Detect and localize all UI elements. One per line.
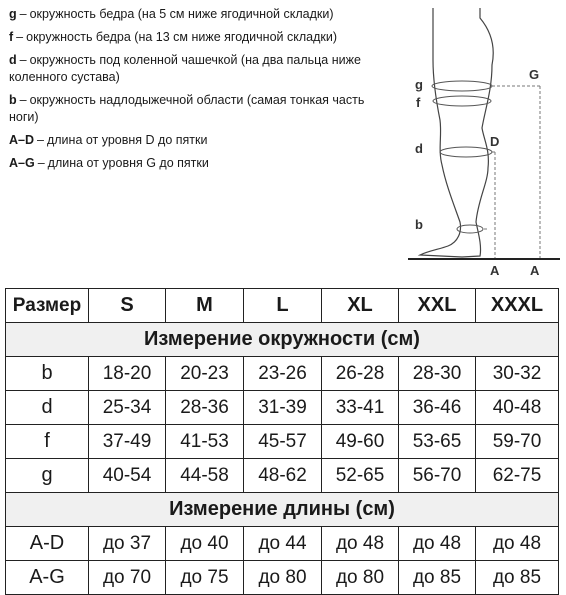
- table-cell: 37-49: [89, 425, 166, 459]
- table-cell: 49-60: [322, 425, 399, 459]
- table-cell: 26-28: [322, 357, 399, 391]
- table-cell: до 70: [89, 561, 166, 595]
- legend-text: окружность надлодыжечной области (самая тонкая часть ноги): [9, 93, 365, 124]
- legend-item-a-g: A–G – длина от уровня G до пятки: [9, 156, 209, 170]
- size-chart-table: [5, 288, 559, 595]
- table-row: [6, 357, 559, 391]
- table-cell: 59-70: [476, 425, 559, 459]
- legend-item-d: d – окружность под коленной чашечкой (на два пальца ниже коленного сустава): [9, 53, 361, 84]
- row-label: b: [6, 357, 89, 391]
- table-row: [6, 391, 559, 425]
- legend-text: длина от уровня G до пятки: [47, 156, 209, 170]
- legend-text: окружность под коленной чашечкой (на два пальца ниже коленного сустава): [9, 53, 361, 84]
- leg-outline: [420, 8, 493, 257]
- header-size: XXXL: [476, 289, 559, 323]
- table-cell: 20-23: [166, 357, 244, 391]
- table-cell: 62-75: [476, 459, 559, 493]
- figure-labels: [415, 67, 540, 278]
- table-cell: до 85: [399, 561, 476, 595]
- table-row: [6, 459, 559, 493]
- length-section-row: [6, 493, 559, 527]
- legend-text: длина от уровня D до пятки: [46, 133, 208, 147]
- table-cell: до 75: [166, 561, 244, 595]
- table-cell: 48-62: [244, 459, 322, 493]
- table-cell: до 80: [244, 561, 322, 595]
- legend-key: A–D: [9, 133, 35, 147]
- table-row: [6, 425, 559, 459]
- legend-item-f: f – окружность бедра (на 13 см ниже ягодичной складки): [9, 30, 337, 44]
- label-A-left: A: [490, 263, 500, 278]
- legend-key: b: [9, 93, 17, 107]
- legend-key: f: [9, 30, 14, 44]
- circumference-section-title: Измерение окружности (см): [6, 323, 559, 357]
- table-cell: 40-54: [89, 459, 166, 493]
- guide-lines: [484, 86, 540, 260]
- table-cell: 28-36: [166, 391, 244, 425]
- measurement-legend: [9, 6, 374, 178]
- legend-key: A–G: [9, 156, 35, 170]
- table-cell: до 40: [166, 527, 244, 561]
- table-cell: 45-57: [244, 425, 322, 459]
- table-header-row: [6, 289, 559, 323]
- header-size: L: [244, 289, 322, 323]
- legend-text: окружность бедра (на 5 см ниже ягодичной складки): [29, 7, 334, 21]
- table-cell: 53-65: [399, 425, 476, 459]
- row-label: f: [6, 425, 89, 459]
- table-cell: 18-20: [89, 357, 166, 391]
- table-cell: 33-41: [322, 391, 399, 425]
- length-section-title: Измерение длины (см): [6, 493, 559, 527]
- table-cell: 44-58: [166, 459, 244, 493]
- table-cell: 25-34: [89, 391, 166, 425]
- label-D: D: [490, 134, 500, 149]
- header-size: S: [89, 289, 166, 323]
- table-cell: 52-65: [322, 459, 399, 493]
- header-size: M: [166, 289, 244, 323]
- circumference-section-row: [6, 323, 559, 357]
- header-size-label: Размер: [6, 289, 89, 323]
- legend-key: g: [9, 7, 17, 21]
- table-cell: 56-70: [399, 459, 476, 493]
- table-cell: до 48: [322, 527, 399, 561]
- header-size: XL: [322, 289, 399, 323]
- label-b: b: [415, 217, 423, 232]
- table-cell: до 37: [89, 527, 166, 561]
- legend-key: d: [9, 53, 17, 67]
- label-g: g: [415, 77, 423, 92]
- row-label: A-G: [6, 561, 89, 595]
- table-cell: 36-46: [399, 391, 476, 425]
- table-cell: до 85: [476, 561, 559, 595]
- label-d: d: [415, 141, 423, 156]
- table-cell: до 48: [476, 527, 559, 561]
- legend-item-g: g – окружность бедра (на 5 см ниже ягодичной складки): [9, 7, 334, 21]
- table-row: [6, 561, 559, 595]
- row-label: A-D: [6, 527, 89, 561]
- table-cell: 28-30: [399, 357, 476, 391]
- table-cell: 41-53: [166, 425, 244, 459]
- table-cell: 31-39: [244, 391, 322, 425]
- table-row: [6, 527, 559, 561]
- table-cell: 23-26: [244, 357, 322, 391]
- leg-diagram: [400, 0, 566, 282]
- label-G: G: [529, 67, 540, 82]
- row-label: g: [6, 459, 89, 493]
- table-cell: 40-48: [476, 391, 559, 425]
- legend-item-a-d: A–D – длина от уровня D до пятки: [9, 133, 208, 147]
- row-label: d: [6, 391, 89, 425]
- table-cell: 30-32: [476, 357, 559, 391]
- legend-text: окружность бедра (на 13 см ниже ягодичной складки): [26, 30, 337, 44]
- table-cell: до 44: [244, 527, 322, 561]
- legend-item-b: b – окружность надлодыжечной области (самая тонкая часть ноги): [9, 93, 365, 124]
- label-A-right: A: [530, 263, 540, 278]
- header-size: XXL: [399, 289, 476, 323]
- table-cell: до 48: [399, 527, 476, 561]
- label-f: f: [416, 95, 421, 110]
- table-cell: до 80: [322, 561, 399, 595]
